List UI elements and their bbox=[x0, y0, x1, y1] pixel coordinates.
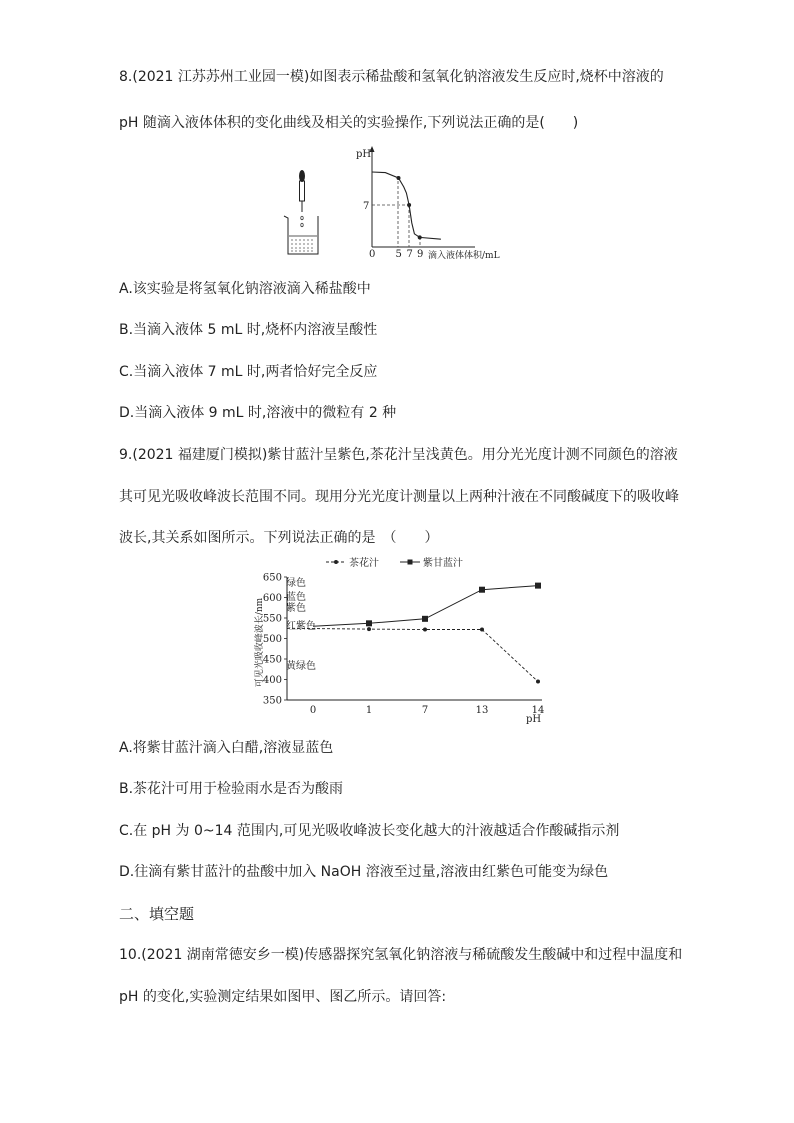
q8-ph-curve bbox=[372, 172, 441, 239]
q8-y-label: pH bbox=[356, 149, 372, 160]
q9-x-label: pH bbox=[526, 714, 542, 725]
q9-y-label: 可见光吸收峰波长/nm bbox=[255, 597, 265, 688]
q9-y-tick-label: 600 bbox=[262, 593, 282, 604]
q9-x-tick-label: 7 bbox=[421, 705, 429, 716]
q9-color-label: 黄绿色 bbox=[286, 661, 316, 672]
q8-x-tick-9: 9 bbox=[417, 249, 424, 260]
q9-x-tick-label: 13 bbox=[475, 705, 489, 716]
q10-stem-line2: pH 的变化,实验测定结果如图甲、图乙所示。请回答: bbox=[119, 989, 447, 1005]
q8-stem-line1: 8.(2021 江苏苏州工业园一模)如图表示稀盐酸和氢氧化钠溶液发生反应时,烧杯中溶液的 bbox=[119, 69, 664, 85]
q8-x-label: 滴入液体体积/mL bbox=[428, 251, 500, 261]
q9-point-cabbage bbox=[479, 587, 485, 593]
q9-legend-label-cabbage: 紫甘蓝汁 bbox=[423, 558, 463, 569]
q9-y-tick-label: 350 bbox=[262, 695, 282, 707]
q9-stem-line1: 9.(2021 福建厦门模拟)紫甘蓝汁呈紫色,茶花汁呈浅黄色。用分光光度计测不同颜色的溶液 bbox=[119, 447, 678, 463]
q9-y-tick-label: 400 bbox=[262, 675, 282, 686]
q9-point-cabbage bbox=[535, 583, 541, 589]
q9-y-tick-label: 550 bbox=[262, 613, 282, 625]
q9-option-d: D.往滴有紫甘蓝汁的盐酸中加入 NaOH 溶液至过量,溶液由红紫色可能变为绿色 bbox=[119, 864, 609, 880]
q8-x-tick-7: 7 bbox=[406, 249, 413, 260]
q9-color-labels bbox=[286, 576, 316, 672]
q9-series bbox=[287, 583, 541, 684]
q10-stem-line1: 10.(2021 湖南常德安乡一模)传感器探究氢氧化钠溶液与稀硫酸发生酸碱中和过程中温度和 bbox=[119, 947, 683, 963]
q9-stem-line3: 波长,其关系如图所示。下列说法正确的是 （ ） bbox=[119, 530, 439, 546]
q9-x-tick-label: 14 bbox=[531, 705, 545, 716]
q9-point-cabbage bbox=[366, 620, 372, 626]
dropper-icon bbox=[299, 170, 305, 227]
section-title: 二、填空题 bbox=[119, 905, 195, 923]
q8-option-c: C.当滴入液体 7 mL 时,两者恰好完全反应 bbox=[119, 364, 378, 380]
q8-x-tick-5: 5 bbox=[395, 249, 402, 260]
q9-option-a: A.将紫甘蓝汁滴入白醋,溶液显蓝色 bbox=[119, 740, 334, 756]
q8-option-b: B.当滴入液体 5 mL 时,烧杯内溶液呈酸性 bbox=[119, 322, 378, 338]
q9-x-tick-label: 1 bbox=[365, 705, 373, 716]
q9-legend bbox=[326, 556, 463, 569]
q8-option-d: D.当滴入液体 9 mL 时,溶液中的微粒有 2 种 bbox=[119, 405, 397, 421]
q9-color-label: 蓝色 bbox=[286, 592, 306, 603]
q9-option-c: C.在 pH 为 0~14 范围内,可见光吸收峰波长变化越大的汁液越适合作酸碱指示剂 bbox=[119, 823, 620, 839]
q8-point-0 bbox=[397, 176, 401, 180]
q8-figure bbox=[280, 140, 520, 265]
q9-y-tick-label: 500 bbox=[262, 634, 282, 645]
q9-figure bbox=[250, 550, 560, 725]
q9-stem-line2: 其可见光吸收峰波长范围不同。现用分光光度计测量以上两种汁液在不同酸碱度下的吸收峰 bbox=[119, 489, 679, 505]
q9-axes bbox=[287, 577, 542, 700]
q9-color-label: 绿色 bbox=[286, 578, 306, 589]
q9-point-tea bbox=[536, 680, 540, 684]
q9-x-tick-label: 0 bbox=[309, 705, 317, 716]
q9-option-b: B.茶花汁可用于检验雨水是否为酸雨 bbox=[119, 781, 344, 797]
q9-legend-marker-cabbage bbox=[408, 560, 413, 565]
q9-legend-label-tea: 茶花汁 bbox=[349, 558, 379, 569]
q9-legend-marker-tea bbox=[334, 560, 338, 564]
q8-option-a: A.该实验是将氢氧化钠溶液滴入稀盐酸中 bbox=[119, 281, 371, 297]
q8-point-2 bbox=[418, 235, 422, 239]
q9-point-tea bbox=[423, 627, 427, 631]
q9-y-tick-label: 650 bbox=[262, 572, 282, 584]
q9-point-tea bbox=[480, 627, 484, 631]
q9-y-tick-label: 450 bbox=[262, 654, 282, 666]
q8-x-tick-0: 0 bbox=[369, 249, 376, 260]
q9-color-label: 红紫色 bbox=[286, 621, 316, 632]
q9-series-line-tea bbox=[287, 628, 538, 681]
beaker-icon bbox=[284, 216, 318, 254]
q9-point-cabbage bbox=[422, 616, 428, 622]
q9-point-tea bbox=[367, 627, 371, 631]
q9-color-label: 紫色 bbox=[286, 603, 306, 614]
q8-stem-line2: pH 随滴入液体体积的变化曲线及相关的实验操作,下列说法正确的是( ) bbox=[119, 115, 579, 131]
q8-y-tick-7: 7 bbox=[363, 201, 370, 212]
q8-point-1 bbox=[407, 203, 411, 207]
